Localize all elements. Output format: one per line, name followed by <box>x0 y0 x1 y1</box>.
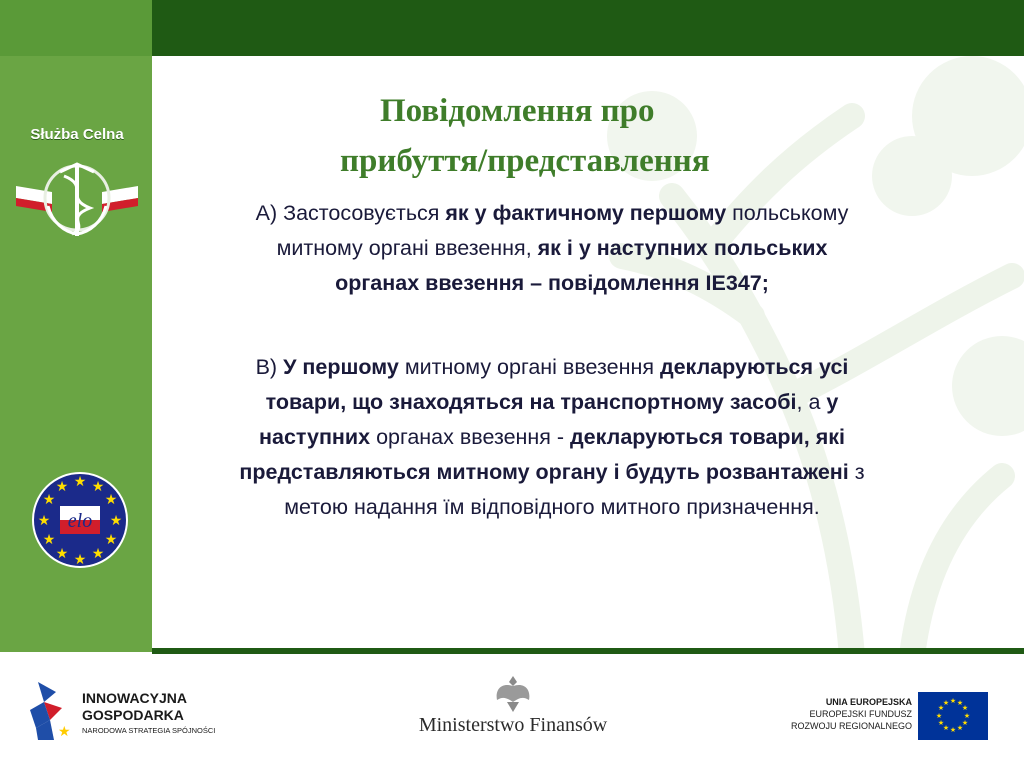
svg-text:★: ★ <box>55 479 69 495</box>
paragraph-b-bold-2: декларуються усі товари, що знаходяться на транспортному засобі <box>265 355 849 414</box>
paragraph-a <box>232 196 872 301</box>
slide-title <box>220 86 860 186</box>
svg-text:★: ★ <box>937 719 945 727</box>
paragraph-b-text-5: з метою надання їм відповідного митного призначення. <box>284 460 865 519</box>
svg-text:★: ★ <box>942 724 950 732</box>
svg-text:★: ★ <box>73 474 87 490</box>
svg-text:★: ★ <box>956 699 964 707</box>
ig-subtitle: NARODOWA STRATEGIA SPÓJNOŚCI <box>82 726 216 735</box>
svg-text:★: ★ <box>104 492 118 508</box>
paragraph-b-text-3: , а <box>796 390 827 414</box>
ue-line-3: ROZWOJU REGIONALNEGO <box>790 721 912 731</box>
svg-text:★: ★ <box>91 479 105 495</box>
ue-text <box>791 696 912 732</box>
svg-text:★: ★ <box>949 697 957 705</box>
paragraph-a-text-2: польському митному органі ввезення, <box>276 201 849 260</box>
eu-stars-circle-icon <box>30 470 130 570</box>
sluzba-celna-label: Służba Celna <box>30 126 124 143</box>
mf-label: Ministerstwo Finansów <box>418 714 608 736</box>
svg-text:★: ★ <box>55 546 69 562</box>
svg-text:★: ★ <box>963 712 971 720</box>
paragraph-b-text-1: B) <box>255 355 284 379</box>
svg-text:★: ★ <box>42 532 56 548</box>
title-line-1: Повідомлення про <box>380 93 655 129</box>
paragraph-b-bold-4: декларуються товари, які представляються митному органу і будуть розвантажені <box>239 425 849 484</box>
ig-title <box>82 690 187 724</box>
customs-emblem-icon <box>12 146 142 246</box>
paragraph-a-bold-1: як у фактичному першому <box>445 201 727 225</box>
svg-text:★: ★ <box>961 704 969 712</box>
polish-eagle-icon <box>493 672 533 714</box>
svg-text:★: ★ <box>937 704 945 712</box>
ue-line-1: UNIA EUROPEJSKA <box>825 697 912 707</box>
eu-flag-icon <box>918 692 988 740</box>
ig-line-2: GOSPODARKA <box>82 707 184 723</box>
svg-text:★: ★ <box>37 513 51 529</box>
paragraph-a-text-1: A) Застосовується <box>255 201 446 225</box>
svg-text:★: ★ <box>73 552 87 568</box>
unia-europejska-logo <box>780 690 1000 746</box>
svg-text:★: ★ <box>104 532 118 548</box>
elo-eu-logo <box>30 470 130 570</box>
sluzba-celna-logo <box>12 126 142 244</box>
svg-text:★: ★ <box>961 719 969 727</box>
elo-label: elo <box>67 510 93 532</box>
svg-text:★: ★ <box>949 726 957 734</box>
paragraph-b-text-4: органах ввезення - <box>370 425 571 449</box>
paragraph-b-bold-1: У першому <box>283 355 399 379</box>
svg-text:★: ★ <box>42 492 56 508</box>
ig-line-1: INNOWACYJNA <box>82 690 188 706</box>
paragraph-b-bold-3: у наступних <box>259 390 839 449</box>
paragraph-b <box>232 350 872 525</box>
ig-flame-icon <box>28 680 78 742</box>
svg-text:★: ★ <box>942 699 950 707</box>
paragraph-b-text-2: митному органі ввезення <box>398 355 660 379</box>
paragraph-a-bold-2: як і у наступних польських органах ввезення – повідомлення IE347; <box>335 236 828 295</box>
svg-text:★: ★ <box>91 546 105 562</box>
svg-text:★: ★ <box>956 724 964 732</box>
innowacyjna-gospodarka-logo <box>28 680 248 742</box>
svg-text:★: ★ <box>935 712 943 720</box>
svg-text:★: ★ <box>58 724 71 740</box>
title-line-2: прибуття/представлення <box>340 143 710 179</box>
svg-text:★: ★ <box>109 513 123 529</box>
left-band-top <box>0 0 152 56</box>
ue-line-2: EUROPEJSKI FUNDUSZ <box>809 709 912 719</box>
ministerstwo-finansow-logo <box>398 672 628 744</box>
top-band <box>152 0 1024 56</box>
